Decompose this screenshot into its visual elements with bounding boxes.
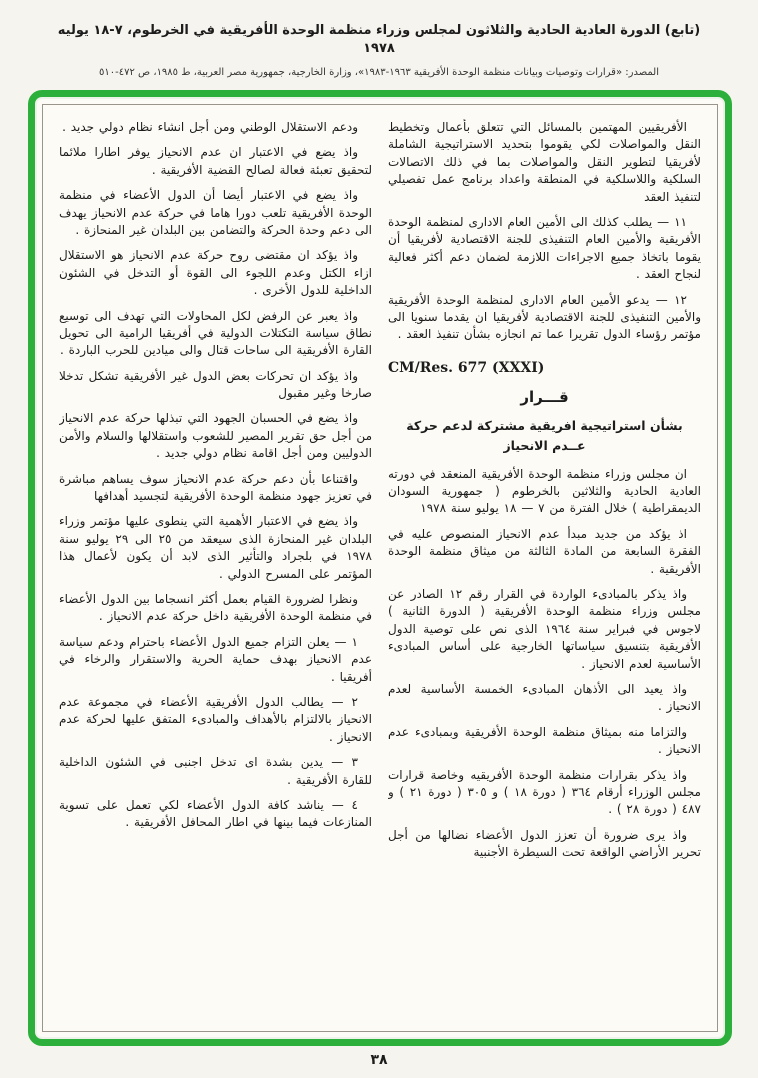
paragraph: واذ يضع في الاعتبار أيضا أن الدول الأعضاء في منظمة الوحدة الأفريقية تلعب دورا هاما في حركة عدم الانحياز يهدف الى دعم وحدة الحركة والتضامن بين البلدان غير المنحازة . (59, 188, 372, 237)
paragraph: اذ يؤكد من جديد مبدأ عدم الانحياز المنصوص عليه في الفقرة السابعة من المادة الثالثة من ميثاق منظمة الوحدة الأفريقية . (388, 526, 701, 576)
paragraph: ١٢ — يدعو الأمين العام الادارى لمنظمة الوحدة الأفريقية والأمين التنفيذى للجنة الاقتصادية لأفريقيا ان يقدما سنويا الى مؤتمر رؤساء الدول تقريرا عما تم انجازه بشأن تنفيذ العقد . (388, 292, 701, 342)
resolution-code: CM/Res. 677 (XXXI) (388, 359, 545, 376)
page-number: ٣٨ (370, 1052, 388, 1068)
paragraph: ١١ — يطلب كذلك الى الأمين العام الادارى لمنظمة الوحدة الأفريقية والأمين العام التنفيذى للجنة الاقتصادية لأفريقيا أن يقوما باتخاذ جميع الاجراءات اللازمة لضمان دعم أكثر فعالية لنجاح العقد . (388, 214, 701, 282)
paragraph: واذ يعيد الى الأذهان المبادىء الخمسة الأساسية لعدم الانحياز . (388, 681, 701, 714)
paragraph: واذ يضع في الاعتبار ان عدم الانحياز يوفر اطارا ملائما لتحقيق تعبئة فعالة لصالح القضية الأفريقية . (59, 145, 372, 177)
paragraph: ودعم الاستقلال الوطني ومن أجل انشاء نظام دولي جديد . (62, 120, 358, 134)
paragraph: واقتناعا بأن دعم حركة عدم الانحياز سوف يساهم مباشرة في تعزيز جهود منظمة الوحدة الأفريقية لتجسيد أهدافها (59, 471, 372, 504)
paragraph: واذ يذكر بالمبادىء الواردة في القرار رقم ١٢ الصادر عن مجلس وزراء منظمة الوحدة الأفريقية ( الدورة الثانية ) لاجوس في فبراير سنة ١٩٦٤ الذى نص على توصية الدول الأفريقية بتنسيق سياساتها الخارجية على أساس المبادىء الأساسية لعدم الانحياز . (388, 587, 701, 671)
paragraph: ٤ — يناشد كافة الدول الأعضاء لكي تعمل على تسوية المنازعات فيما بينها في اطار المحافل الأفريقية . (59, 797, 372, 830)
header-title: (تابع) الدورة العادية الحادية والثلاثون لمجلس وزراء منظمة الوحدة الأفريقية في الخرطوم، ٧-١٨ يوليه ١٩٧٨ (57, 23, 701, 57)
scanned-page (42, 104, 718, 1032)
paragraph: واذ يضع في الاعتبار الأهمية التي ينطوى عليها مؤتمر وزراء البلدان غير المنحازة الذى سيعقد من ٢٥ الى ٢٩ يوليو سنة ١٩٧٨ في بلجراد والتأثير الذى لابد أن يكون لأعمال هذا المؤتمر على المسرح الدولي . (59, 514, 372, 581)
paragraph: ٣ — يدين بشدة اى تدخل اجنبى في الشئون الداخلية للقارة الأفريقية . (59, 755, 372, 787)
paragraph: والتزاما منه بميثاق منظمة الوحدة الأفريقية وبمبادىء عدم الانحياز . (388, 724, 701, 757)
right-column (388, 119, 701, 1021)
paragraph: ٢ — يطالب الدول الأفريقية الأعضاء في مجموعة عدم الانحياز بالالتزام بالأهداف والمبادىء المتفق عليها لحركة عدم الانحياز . (59, 694, 372, 744)
left-column (59, 119, 372, 1021)
paragraph: الأفريقيين المهتمين بالمسائل التي تتعلق بأعمال وتخطيط النقل والمواصلات لكي يقوموا بتحديد الاستراتيجية الشاملة لأفريقيا لتطوير النقل والمواصلات بما في ذلك الاتصالات السلكية واللاسلكية في المنطقة واعداد برنامج عمل تفصيلي لتنفيذ العقد (388, 120, 701, 204)
paragraph: واذ يذكر بقرارات منظمة الوحدة الأفريقيه وخاصة قرارات مجلس الوزراء أرقام ٣٦٤ ( دورة ١٨ ) و ٣٠٥ ( دورة ٢١ ) و ٤٨٧ ( دورة ٢٨ ) . (388, 767, 701, 817)
paragraph: ان مجلس وزراء منظمة الوحدة الأفريقية المنعقد في دورته العادية الحادية والثلاثين بالخرطوم ( جمهورية السودان الديمقراطية ) خلال الفترة من ٧ — ١٨ يوليو سنة ١٩٧٨ (388, 466, 701, 516)
paragraph: ونظرا لضرورة القيام بعمل أكثر انسجاما بين الدول الأعضاء في منظمة الوحدة الأفريقية داخل حركة عدم الانحياز . (59, 591, 372, 624)
paragraph: واذ يرى ضرورة أن تعزز الدول الأعضاء نضالها من أجل تحرير الأراضي الواقعة تحت السيطرة الأجنبية (388, 827, 701, 860)
resolution-title: قـــرار (520, 387, 569, 406)
paragraph: واذ يؤكد ان تحركات بعض الدول غير الأفريقية تشكل تدخلا صارخا وغير مقبول (59, 368, 372, 401)
two-column-layout (59, 119, 701, 1021)
document-header (0, 0, 758, 80)
paragraph: واذ يؤكد ان مقتضى روح حركة عدم الانحياز هو الاستقلال ازاء الكتل وعدم اللجوء الى القوة أو التدخل في الشئون الداخلية للدول الأخرى . (59, 248, 372, 298)
paragraph: واذ يعبر عن الرفض لكل المحاولات التي تهدف الى توسيع نطاق سياسة التكتلات الدولية في أفريقيا الرامية الى تحويل القارة الأفريقية الى ساحات قتال والى ميادين للحرب الباردة . (59, 308, 372, 358)
paragraph: ١ — يعلن التزام جميع الدول الأعضاء باحترام ودعم سياسة عدم الانحياز بهدف حماية الحرية والاستقرار والرخاء في أفريقيا . (59, 634, 372, 684)
header-source: المصدر: «قرارات وتوصيات وبيانات منظمة الوحدة الأفريقية ١٩٦٣-١٩٨٣»، وزارة الخارجية، جمهورية مصر العربية، ط ١٩٨٥، ص ٤٧٢-٥١٠ (99, 67, 659, 79)
green-frame (28, 90, 732, 1046)
paragraph: واذ يضع في الحسبان الجهود التي تبذلها حركة عدم الانحياز من أجل حق تقرير المصير للشعوب واستقلالها والسلام والأمن الدوليين ومن أجل اقامة نظام دولي جديد . (59, 411, 372, 461)
resolution-subtitle: بشأن استراتيجية افريقية مشتركة لدعم حركة عــدم الانحياز (406, 417, 683, 453)
